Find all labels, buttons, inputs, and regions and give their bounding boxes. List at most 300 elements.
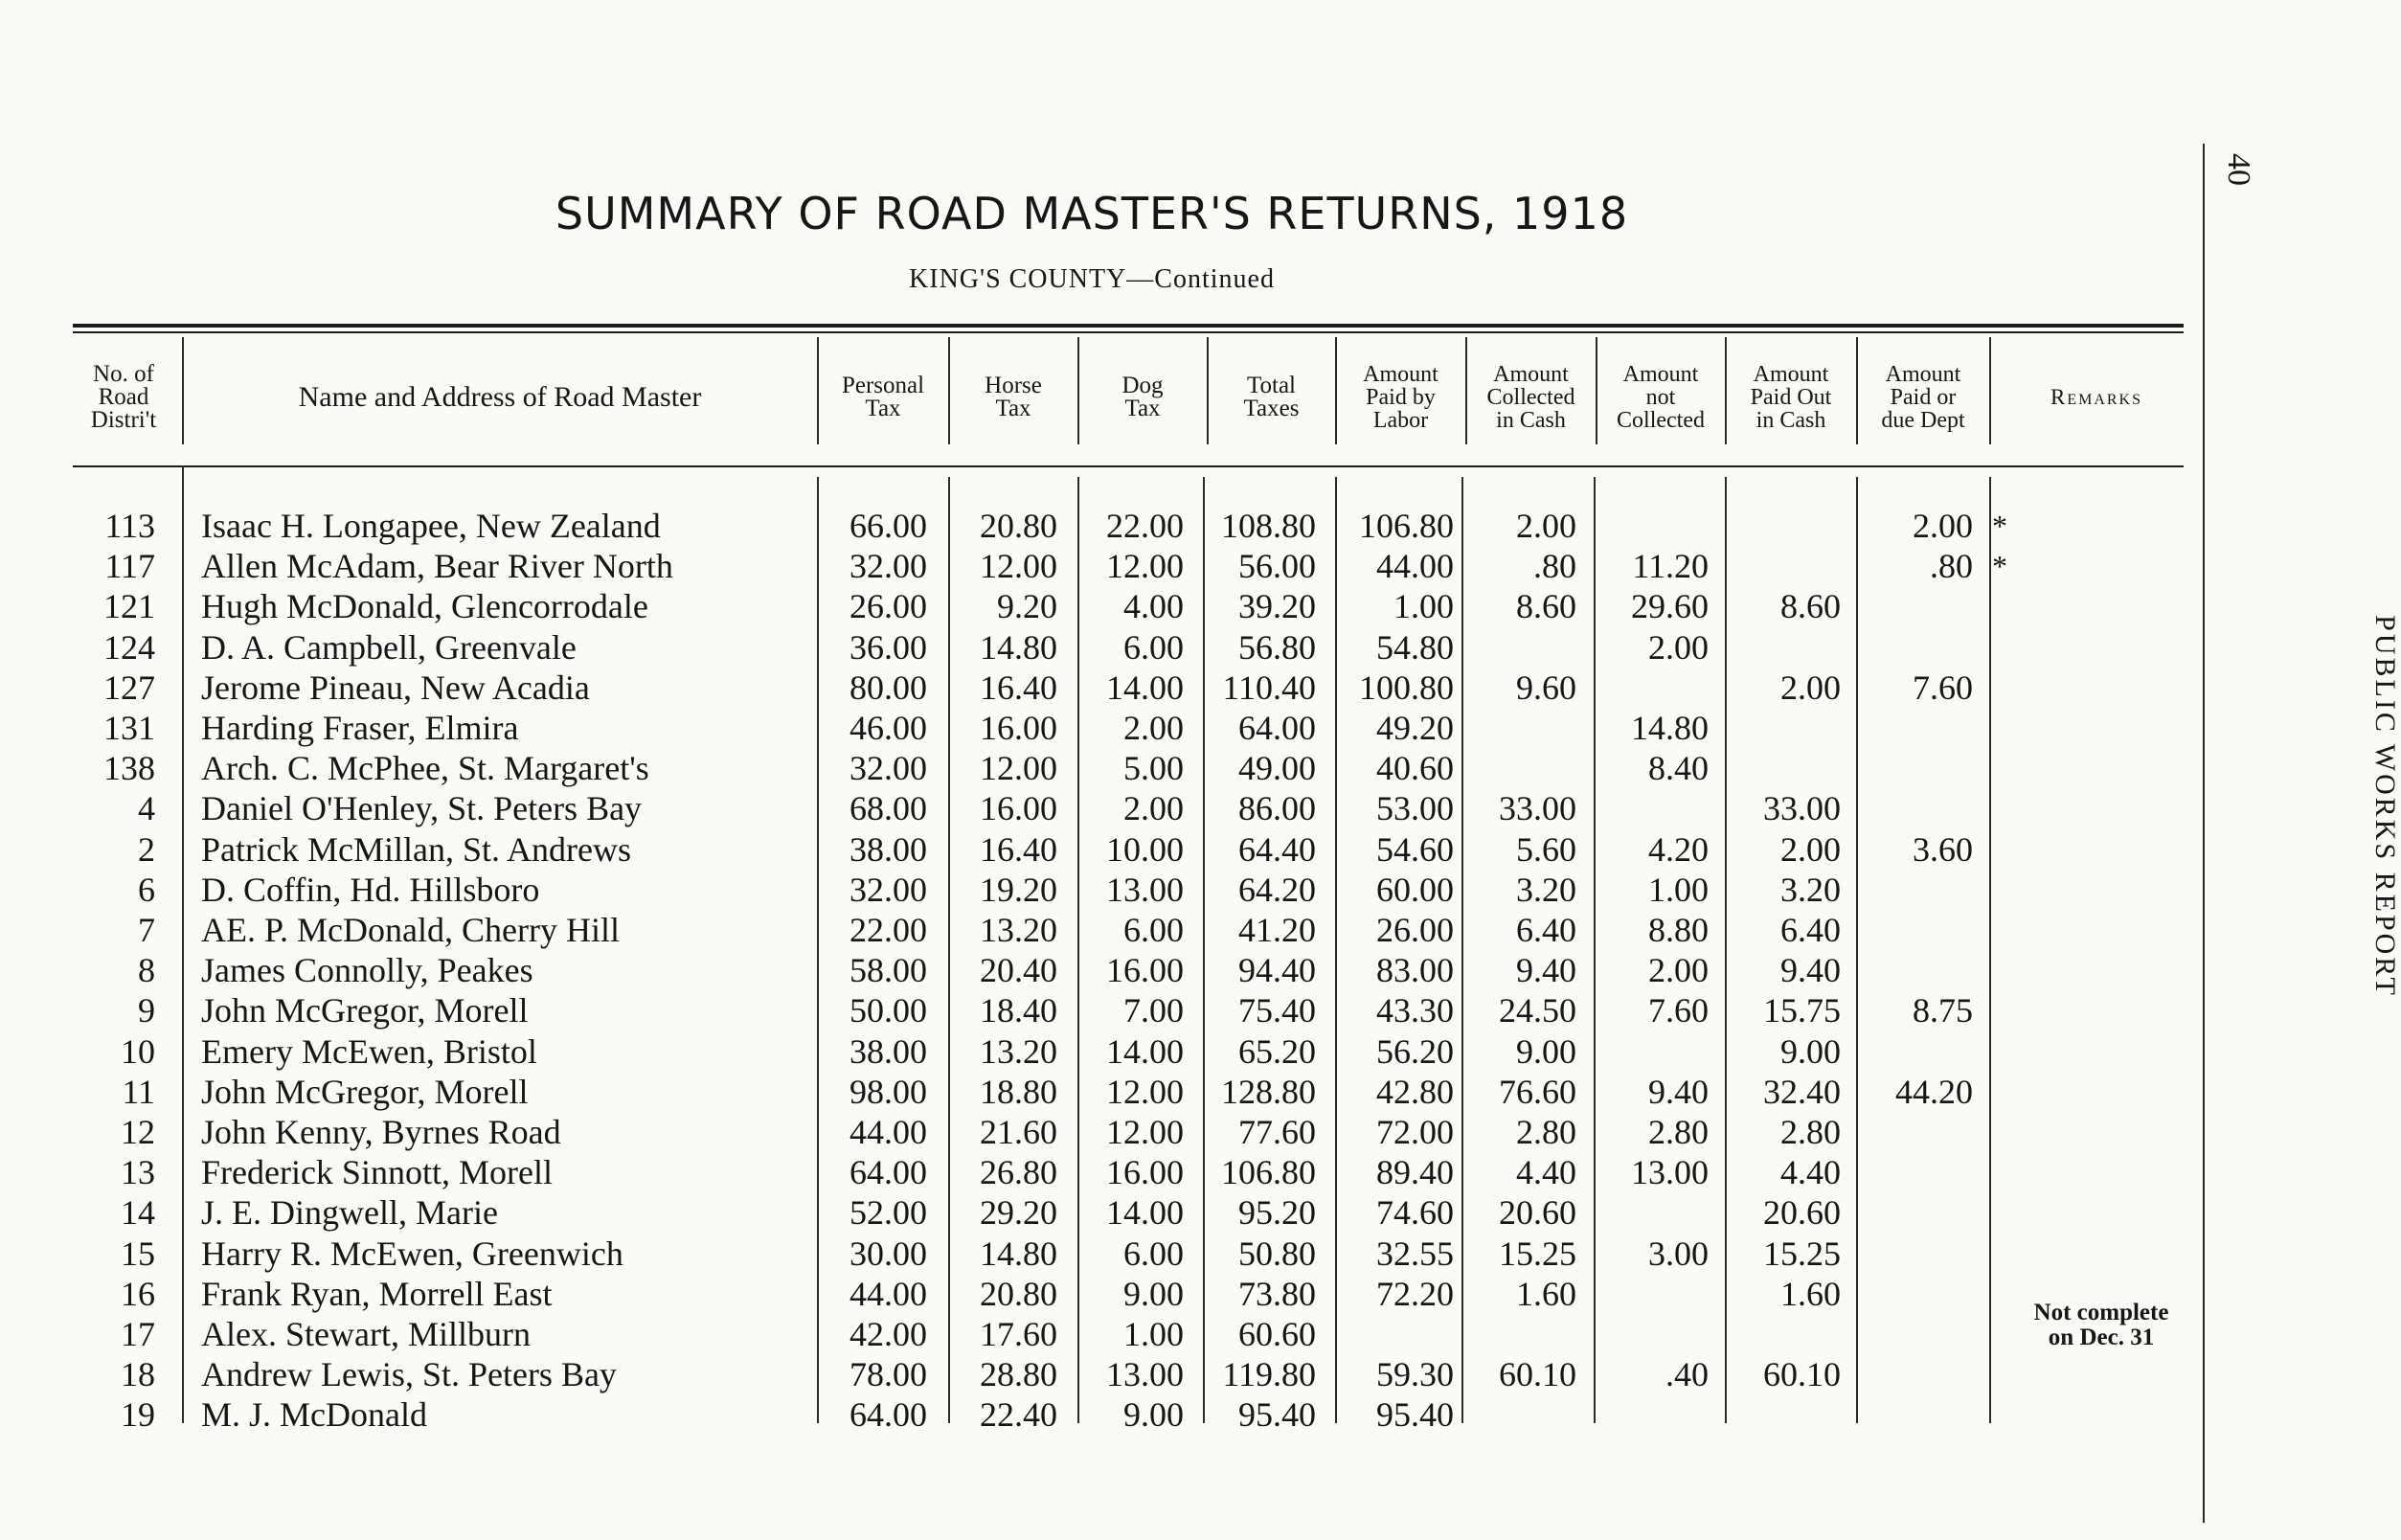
horse-tax-cell: 17.60 [980, 1315, 1057, 1353]
district-cell: 17 [121, 1315, 155, 1353]
dog-tax-cell: 22.00 [1106, 507, 1184, 545]
paid-out-cash-cell: 3.20 [1780, 870, 1841, 909]
not-collected-cell: 8.80 [1648, 911, 1709, 949]
collected-cash-cell: 9.40 [1516, 951, 1576, 990]
paid-by-labor-cell: 54.60 [1376, 829, 1454, 869]
table-row [0, 506, 2203, 546]
top-rule-thick [73, 324, 2184, 328]
paid-by-labor-cell: 42.80 [1376, 1072, 1454, 1111]
total-taxes-cell: 108.80 [1221, 507, 1316, 545]
dog-tax-cell: 12.00 [1106, 1113, 1184, 1151]
total-taxes-cell: 64.00 [1238, 709, 1316, 747]
district-cell: 138 [103, 749, 155, 788]
remark-mark [1992, 910, 2021, 950]
remark-mark [1992, 1112, 2021, 1152]
remark-mark [1992, 870, 2021, 910]
table-row [0, 1314, 2203, 1354]
table-row [0, 950, 2203, 990]
page-right-border [2203, 144, 2205, 1523]
personal-tax-cell: 36.00 [849, 627, 927, 667]
table-row [0, 1394, 2203, 1435]
total-taxes-cell: 95.40 [1238, 1395, 1316, 1435]
table-row [0, 788, 2203, 828]
district-cell: 13 [121, 1153, 155, 1192]
dog-tax-cell: 4.00 [1123, 587, 1184, 626]
paid-due-dept-cell: .80 [1930, 547, 1973, 586]
not-collected-cell: 11.20 [1632, 547, 1709, 586]
not-collected-cell [1599, 1394, 1709, 1435]
remark-mark [1992, 1394, 2021, 1435]
paid-by-labor-cell: 72.20 [1376, 1274, 1454, 1313]
personal-tax-cell: 50.00 [849, 991, 927, 1030]
header-collected-cash: Amount Collected in Cash [1486, 362, 1575, 433]
table-row [0, 546, 2203, 586]
paid-due-dept-cell [1862, 950, 1973, 990]
dog-tax-cell: 5.00 [1123, 749, 1184, 788]
district-cell: 6 [138, 870, 155, 909]
paid-due-dept-cell [1862, 586, 1973, 626]
paid-out-cash-cell [1730, 627, 1841, 668]
dog-tax-cell: 13.00 [1106, 870, 1184, 909]
paid-out-cash-cell: 4.40 [1780, 1153, 1841, 1192]
dog-tax-cell: 14.00 [1106, 668, 1184, 707]
table-row [0, 1354, 2203, 1394]
road-master-cell: J. E. Dingwell, Marie [201, 1193, 498, 1233]
total-taxes-cell: 95.20 [1238, 1193, 1316, 1233]
not-collected-cell: 2.80 [1648, 1113, 1709, 1151]
dog-tax-cell: 9.00 [1123, 1395, 1184, 1435]
dog-tax-cell: 16.00 [1106, 951, 1184, 990]
road-master-cell: AE. P. McDonald, Cherry Hill [201, 911, 620, 949]
not-collected-cell: 4.20 [1648, 829, 1709, 869]
road-master-cell: Frank Ryan, Morrell East [201, 1274, 553, 1313]
remark-mark [1992, 1354, 2021, 1394]
header-paid-by-labor: Amount Paid by Labor [1363, 362, 1438, 433]
horse-tax-cell: 12.00 [980, 749, 1057, 788]
district-cell: 8 [138, 951, 155, 990]
collected-cash-cell [1469, 1394, 1576, 1435]
header-horse-tax: Horse Tax [985, 373, 1042, 421]
road-master-cell: Jerome Pineau, New Acadia [201, 668, 590, 707]
collected-cash-cell: 15.25 [1499, 1234, 1576, 1273]
horse-tax-cell: 20.80 [980, 507, 1057, 545]
not-collected-cell: 2.00 [1648, 627, 1709, 667]
paid-due-dept-cell [1862, 1152, 1973, 1192]
dog-tax-cell: 16.00 [1106, 1153, 1184, 1192]
personal-tax-cell: 78.00 [849, 1355, 927, 1394]
collected-cash-cell: 2.00 [1516, 507, 1576, 545]
table-row [0, 1072, 2203, 1112]
district-cell: 19 [121, 1395, 155, 1435]
road-master-cell: Allen McAdam, Bear River North [201, 547, 673, 586]
horse-tax-cell: 16.00 [980, 789, 1057, 828]
horse-tax-cell: 13.20 [980, 911, 1057, 949]
table-row [0, 1152, 2203, 1192]
paid-by-labor-cell: 54.80 [1376, 627, 1454, 667]
paid-by-labor-cell: 72.00 [1376, 1113, 1454, 1151]
paid-out-cash-cell: 2.80 [1780, 1113, 1841, 1151]
collected-cash-cell: 60.10 [1499, 1355, 1576, 1394]
personal-tax-cell: 38.00 [849, 829, 927, 869]
page-number: 40 [2221, 153, 2256, 186]
total-taxes-cell: 73.80 [1238, 1274, 1316, 1313]
remark-mark [1992, 1192, 2021, 1233]
paid-out-cash-cell [1730, 506, 1841, 546]
remark-mark [1992, 829, 2021, 870]
page-title: SUMMARY OF ROAD MASTER'S RETURNS, 1918 [555, 188, 1629, 239]
total-taxes-cell: 86.00 [1238, 789, 1316, 828]
not-collected-cell [1599, 1274, 1709, 1314]
personal-tax-cell: 32.00 [849, 547, 927, 586]
dog-tax-cell: 6.00 [1123, 911, 1184, 949]
paid-by-labor-cell: 40.60 [1376, 749, 1454, 788]
paid-by-labor-cell: 89.40 [1376, 1153, 1454, 1192]
paid-out-cash-cell: 9.40 [1780, 951, 1841, 990]
paid-due-dept-cell [1862, 1394, 1973, 1435]
dog-tax-cell: 2.00 [1123, 789, 1184, 828]
district-cell: 121 [103, 587, 155, 626]
running-side-title: PUBLIC WORKS REPORT [2369, 615, 2401, 998]
paid-due-dept-cell: 7.60 [1913, 668, 1973, 707]
road-master-cell: Andrew Lewis, St. Peters Bay [201, 1355, 617, 1394]
collected-cash-cell: 9.60 [1516, 668, 1576, 707]
paid-due-dept-cell: 44.20 [1895, 1072, 1973, 1111]
collected-cash-cell: 8.60 [1516, 587, 1576, 626]
personal-tax-cell: 64.00 [849, 1153, 927, 1192]
road-master-cell: John Kenny, Byrnes Road [201, 1113, 561, 1151]
collected-cash-cell: 76.60 [1499, 1072, 1576, 1111]
remark-note: Not complete on Dec. 31 [2033, 1300, 2169, 1350]
remark-mark [1992, 990, 2021, 1030]
table-row [0, 990, 2203, 1030]
road-master-cell: James Connolly, Peakes [201, 951, 533, 990]
remark-mark [1992, 586, 2021, 626]
not-collected-cell: 13.00 [1631, 1153, 1709, 1192]
table-row [0, 1234, 2203, 1274]
header-total-taxes: Total Taxes [1243, 373, 1300, 421]
remark-mark [1992, 1234, 2021, 1274]
paid-out-cash-cell: 8.60 [1780, 587, 1841, 626]
horse-tax-cell: 26.80 [980, 1153, 1057, 1192]
not-collected-cell: 3.00 [1648, 1234, 1709, 1273]
table-row [0, 829, 2203, 870]
paid-out-cash-cell [1730, 546, 1841, 586]
collected-cash-cell: 5.60 [1516, 829, 1576, 869]
total-taxes-cell: 56.00 [1238, 547, 1316, 586]
total-taxes-cell: 39.20 [1238, 587, 1316, 626]
road-master-cell: M. J. McDonald [201, 1395, 427, 1435]
table-row [0, 708, 2203, 748]
paid-due-dept-cell [1862, 1031, 1973, 1072]
paid-by-labor-cell: 1.00 [1393, 587, 1454, 626]
table-row [0, 1112, 2203, 1152]
collected-cash-cell: 4.40 [1516, 1153, 1576, 1192]
not-collected-cell: 9.40 [1648, 1072, 1709, 1111]
total-taxes-cell: 64.40 [1238, 829, 1316, 869]
collected-cash-cell [1469, 627, 1576, 668]
paid-out-cash-cell: 6.40 [1780, 911, 1841, 949]
horse-tax-cell: 16.00 [980, 709, 1057, 747]
paid-by-labor-cell: 53.00 [1376, 789, 1454, 828]
not-collected-cell [1599, 1314, 1709, 1354]
horse-tax-cell: 12.00 [980, 547, 1057, 586]
remark-mark [1992, 1152, 2021, 1192]
road-master-cell: John McGregor, Morell [201, 991, 529, 1030]
road-master-cell: D. A. Campbell, Greenvale [201, 627, 577, 667]
paid-by-labor-cell: 60.00 [1376, 870, 1454, 909]
collected-cash-cell: 9.00 [1516, 1031, 1576, 1071]
collected-cash-cell: 3.20 [1516, 870, 1576, 909]
paid-by-labor-cell: 26.00 [1376, 911, 1454, 949]
header-rule [73, 465, 2184, 467]
table-row [0, 910, 2203, 950]
paid-out-cash-cell [1730, 708, 1841, 748]
remark-mark [1992, 1072, 2021, 1112]
personal-tax-cell: 22.00 [849, 911, 927, 949]
remark-mark: * [1992, 509, 2007, 543]
paid-due-dept-cell [1862, 788, 1973, 828]
total-taxes-cell: 65.20 [1238, 1031, 1316, 1071]
remark-mark [1992, 708, 2021, 748]
top-rule-thin [73, 331, 2184, 333]
table-row [0, 668, 2203, 708]
personal-tax-cell: 44.00 [849, 1274, 927, 1313]
district-cell: 124 [103, 627, 155, 667]
district-cell: 10 [121, 1031, 155, 1071]
dog-tax-cell: 10.00 [1106, 829, 1184, 869]
total-taxes-cell: 77.60 [1238, 1113, 1316, 1151]
personal-tax-cell: 26.00 [849, 587, 927, 626]
personal-tax-cell: 58.00 [849, 951, 927, 990]
district-cell: 7 [138, 911, 155, 949]
header-personal-tax: Personal Tax [841, 373, 925, 421]
dog-tax-cell: 12.00 [1106, 547, 1184, 586]
table-row [0, 586, 2203, 626]
paid-due-dept-cell [1862, 1234, 1973, 1274]
total-taxes-cell: 60.60 [1238, 1315, 1316, 1353]
total-taxes-cell: 50.80 [1238, 1234, 1316, 1273]
paid-due-dept-cell: 2.00 [1913, 507, 1973, 545]
paid-out-cash-cell: 15.25 [1763, 1234, 1841, 1273]
horse-tax-cell: 20.40 [980, 951, 1057, 990]
total-taxes-cell: 128.80 [1221, 1072, 1316, 1111]
road-master-cell: Arch. C. McPhee, St. Margaret's [201, 749, 649, 788]
paid-out-cash-cell: 32.40 [1763, 1072, 1841, 1111]
horse-tax-cell: 9.20 [997, 587, 1057, 626]
personal-tax-cell: 46.00 [849, 709, 927, 747]
table-row [0, 870, 2203, 910]
personal-tax-cell: 32.00 [849, 870, 927, 909]
not-collected-cell: 29.60 [1631, 587, 1709, 626]
road-master-cell: Patrick McMillan, St. Andrews [201, 829, 631, 869]
paid-due-dept-cell [1862, 1354, 1973, 1394]
not-collected-cell [1599, 506, 1709, 546]
paid-by-labor-cell: 56.20 [1376, 1031, 1454, 1071]
page-subtitle: KING'S COUNTY—Continued [909, 264, 1275, 294]
paid-due-dept-cell: 8.75 [1913, 991, 1973, 1030]
paid-out-cash-cell [1730, 748, 1841, 788]
paid-out-cash-cell: 2.00 [1780, 829, 1841, 869]
personal-tax-cell: 38.00 [849, 1031, 927, 1071]
district-cell: 14 [121, 1193, 155, 1233]
road-master-cell: John McGregor, Morell [201, 1072, 529, 1111]
paid-due-dept-cell [1862, 910, 1973, 950]
remark-mark [1992, 748, 2021, 788]
collected-cash-cell: 6.40 [1516, 911, 1576, 949]
road-master-cell: Isaac H. Longapee, New Zealand [201, 507, 661, 545]
paid-due-dept-cell [1862, 748, 1973, 788]
paid-by-labor-cell: 106.80 [1359, 507, 1454, 545]
total-taxes-cell: 119.80 [1222, 1355, 1316, 1394]
not-collected-cell [1599, 668, 1709, 708]
not-collected-cell: 7.60 [1648, 991, 1709, 1030]
dog-tax-cell: 13.00 [1106, 1355, 1184, 1394]
horse-tax-cell: 18.40 [980, 991, 1057, 1030]
paid-out-cash-cell: 9.00 [1780, 1031, 1841, 1071]
horse-tax-cell: 14.80 [980, 627, 1057, 667]
personal-tax-cell: 68.00 [849, 789, 927, 828]
paid-due-dept-cell [1862, 1314, 1973, 1354]
collected-cash-cell: 24.50 [1499, 991, 1576, 1030]
total-taxes-cell: 94.40 [1238, 951, 1316, 990]
paid-out-cash-cell: 1.60 [1780, 1274, 1841, 1313]
table-row [0, 1274, 2203, 1314]
paid-by-labor-cell: 44.00 [1376, 547, 1454, 586]
horse-tax-cell: 18.80 [980, 1072, 1057, 1111]
district-cell: 2 [138, 829, 155, 869]
paid-due-dept-cell [1862, 1274, 1973, 1314]
dog-tax-cell: 14.00 [1106, 1193, 1184, 1233]
collected-cash-cell: .80 [1533, 547, 1576, 586]
paid-out-cash-cell [1730, 1314, 1841, 1354]
personal-tax-cell: 66.00 [849, 507, 927, 545]
dog-tax-cell: 12.00 [1106, 1072, 1184, 1111]
horse-tax-cell: 29.20 [980, 1193, 1057, 1233]
remark-mark [1992, 627, 2021, 668]
horse-tax-cell: 16.40 [980, 668, 1057, 707]
horse-tax-cell: 14.80 [980, 1234, 1057, 1273]
personal-tax-cell: 30.00 [849, 1234, 927, 1273]
collected-cash-cell [1469, 708, 1576, 748]
not-collected-cell: 1.00 [1648, 870, 1709, 909]
personal-tax-cell: 42.00 [849, 1315, 927, 1353]
paid-due-dept-cell [1862, 870, 1973, 910]
paid-due-dept-cell [1862, 1192, 1973, 1233]
horse-tax-cell: 20.80 [980, 1274, 1057, 1313]
total-taxes-cell: 49.00 [1238, 749, 1316, 788]
total-taxes-cell: 110.40 [1222, 668, 1316, 707]
not-collected-cell: .40 [1665, 1355, 1709, 1394]
personal-tax-cell: 44.00 [849, 1113, 927, 1151]
header-not-collected: Amount not Collected [1617, 362, 1705, 433]
district-cell: 15 [121, 1234, 155, 1273]
header-remarks: Remarks [2050, 385, 2143, 409]
road-master-cell: Emery McEwen, Bristol [201, 1031, 537, 1071]
paid-out-cash-cell: 33.00 [1763, 789, 1841, 828]
remark-mark [1992, 1031, 2021, 1072]
district-cell: 9 [138, 991, 155, 1030]
road-master-cell: Daniel O'Henley, St. Peters Bay [201, 789, 643, 828]
paid-due-dept-cell [1862, 708, 1973, 748]
table-row [0, 627, 2203, 668]
personal-tax-cell: 52.00 [849, 1193, 927, 1233]
remark-mark [1992, 668, 2021, 708]
paid-by-labor-cell: 59.30 [1376, 1355, 1454, 1394]
paid-due-dept-cell: 3.60 [1913, 829, 1973, 869]
personal-tax-cell: 32.00 [849, 749, 927, 788]
district-cell: 16 [121, 1274, 155, 1313]
collected-cash-cell [1469, 1314, 1576, 1354]
collected-cash-cell: 1.60 [1516, 1274, 1576, 1313]
horse-tax-cell: 13.20 [980, 1031, 1057, 1071]
personal-tax-cell: 98.00 [849, 1072, 927, 1111]
remark-mark [1992, 788, 2021, 828]
road-master-cell: D. Coffin, Hd. Hillsboro [201, 870, 540, 909]
paid-by-labor-cell: 100.80 [1359, 668, 1454, 707]
collected-cash-cell [1469, 748, 1576, 788]
district-cell: 12 [121, 1113, 155, 1151]
total-taxes-cell: 41.20 [1238, 911, 1316, 949]
district-cell: 131 [103, 709, 155, 747]
header-dog-tax: Dog Tax [1121, 373, 1164, 421]
collected-cash-cell: 2.80 [1516, 1113, 1576, 1151]
road-master-cell: Alex. Stewart, Millburn [201, 1315, 531, 1353]
horse-tax-cell: 21.60 [980, 1113, 1057, 1151]
road-master-cell: Frederick Sinnott, Morell [201, 1153, 553, 1192]
dog-tax-cell: 1.00 [1123, 1315, 1184, 1353]
paid-by-labor-cell: 49.20 [1376, 709, 1454, 747]
header-name: Name and Address of Road Master [298, 381, 702, 413]
horse-tax-cell: 28.80 [980, 1355, 1057, 1394]
paid-by-labor-cell: 95.40 [1376, 1395, 1454, 1435]
total-taxes-cell: 64.20 [1238, 870, 1316, 909]
paid-by-labor-cell: 74.60 [1376, 1193, 1454, 1233]
paid-out-cash-cell: 20.60 [1763, 1193, 1841, 1233]
collected-cash-cell: 33.00 [1499, 789, 1576, 828]
district-cell: 113 [104, 507, 155, 545]
collected-cash-cell: 20.60 [1499, 1193, 1576, 1233]
district-cell: 11 [122, 1072, 155, 1111]
paid-by-labor-cell: 43.30 [1376, 991, 1454, 1030]
dog-tax-cell: 2.00 [1123, 709, 1184, 747]
road-master-cell: Hugh McDonald, Glencorrodale [201, 587, 648, 626]
paid-out-cash-cell [1730, 1394, 1841, 1435]
not-collected-cell: 14.80 [1631, 709, 1709, 747]
district-cell: 4 [138, 789, 155, 828]
paid-out-cash-cell: 15.75 [1763, 991, 1841, 1030]
road-master-cell: Harding Fraser, Elmira [201, 709, 519, 747]
not-collected-cell: 8.40 [1648, 749, 1709, 788]
header-paid-due-dept: Amount Paid or due Dept [1881, 362, 1965, 433]
not-collected-cell: 2.00 [1648, 951, 1709, 990]
dog-tax-cell: 14.00 [1106, 1031, 1184, 1071]
dog-tax-cell: 7.00 [1123, 991, 1184, 1030]
paid-due-dept-cell [1862, 627, 1973, 668]
header-district: No. of Road Distri't [90, 361, 157, 433]
paid-due-dept-cell [1862, 1112, 1973, 1152]
remark-mark [1992, 950, 2021, 990]
paid-by-labor-cell [1331, 1314, 1454, 1354]
road-master-cell: Harry R. McEwen, Greenwich [201, 1234, 623, 1273]
personal-tax-cell: 80.00 [849, 668, 927, 707]
paid-out-cash-cell: 60.10 [1763, 1355, 1841, 1394]
horse-tax-cell: 22.40 [980, 1395, 1057, 1435]
paid-by-labor-cell: 32.55 [1376, 1234, 1454, 1273]
remark-mark: * [1992, 549, 2007, 584]
horse-tax-cell: 19.20 [980, 870, 1057, 909]
not-collected-cell [1599, 788, 1709, 828]
dog-tax-cell: 6.00 [1123, 627, 1184, 667]
